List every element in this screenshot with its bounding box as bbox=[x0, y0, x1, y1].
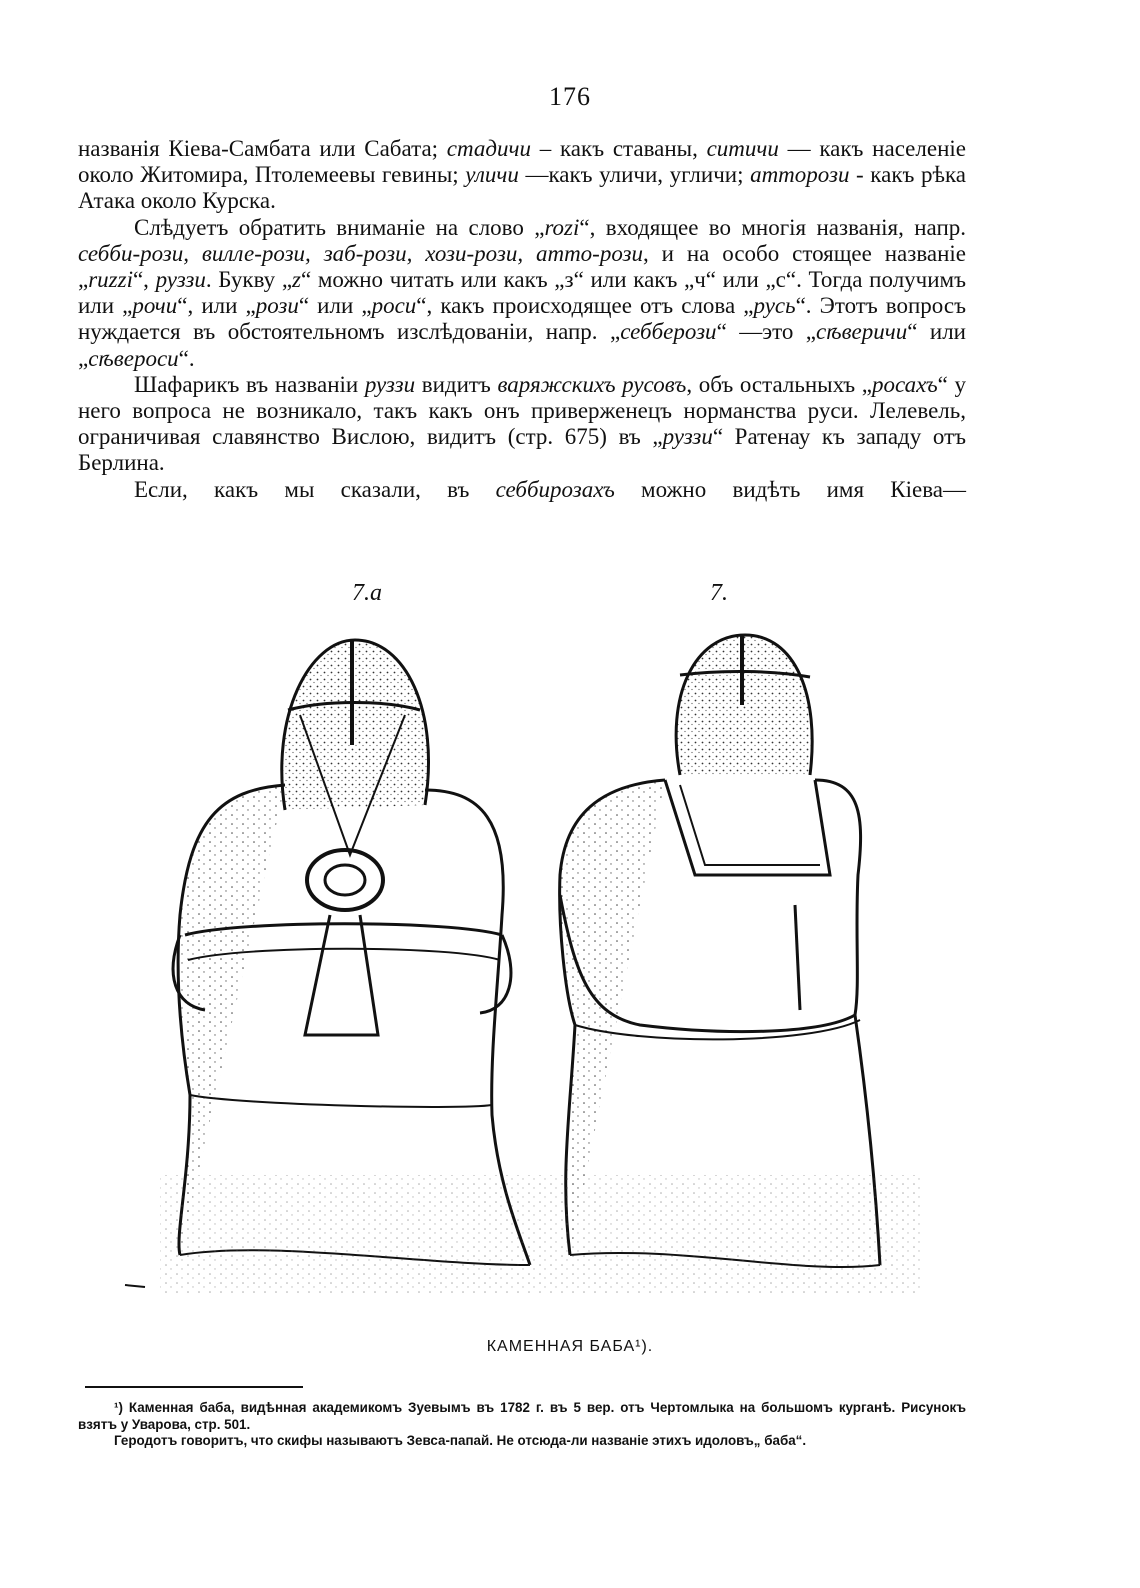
text-run: Шафарикъ въ названіи bbox=[134, 371, 365, 397]
stone-idol-right bbox=[560, 635, 880, 1267]
italic-term: ситичи bbox=[706, 136, 779, 161]
text-run: —какъ уличи, угличи; bbox=[518, 162, 751, 188]
body-text bbox=[78, 136, 966, 503]
italic-term: сѣверичи bbox=[816, 319, 908, 345]
footnote-rule bbox=[85, 1386, 303, 1388]
text-run: - какъ рѣка Атака около Курска. bbox=[78, 162, 967, 214]
figure-caption: КАМЕННАЯ БАБА¹). bbox=[486, 1338, 654, 1355]
footnote-1: ¹) Каменная баба, видѣнная академикомъ Зуевымъ въ 1782 г. въ 5 вер. отъ Чертомлыка на большомъ курганѣ. Рисунокъ взятъ у Уварова, стр. 501. bbox=[78, 1400, 966, 1432]
text-run: названія Кіева-Самбата или Сабата; bbox=[78, 136, 447, 161]
italic-term: рочи bbox=[132, 293, 178, 319]
italic-term: себберози bbox=[620, 319, 717, 345]
ground-shading bbox=[160, 1175, 920, 1295]
text-run: Если, какъ мы сказали, въ bbox=[134, 476, 496, 502]
italic-term: z bbox=[292, 267, 301, 293]
text-run: , и на особо стоящее названіе „ bbox=[78, 240, 966, 293]
text-run: “. Этотъ вопросъ нуждается въ обстоятельномъ изслѣдованіи, напр. „ bbox=[78, 293, 966, 345]
text-run: видитъ bbox=[415, 371, 498, 397]
text-run: “ или „ bbox=[78, 319, 966, 371]
text-run: “, bbox=[132, 267, 156, 293]
text-run: “, или „ bbox=[177, 293, 256, 319]
figure-label-left: 7.a bbox=[352, 580, 382, 606]
text-run: , объ остальныхъ „ bbox=[686, 371, 872, 397]
footnotes bbox=[78, 1400, 966, 1450]
stone-idols-illustration bbox=[120, 615, 1000, 1335]
italic-term: рози bbox=[255, 293, 299, 319]
italic-term: руззи bbox=[364, 371, 416, 397]
text-run: “, входящее во многія названія, напр. bbox=[579, 214, 966, 240]
text-run: . Букву „ bbox=[205, 267, 293, 293]
italic-term: сѣвероси bbox=[88, 345, 179, 371]
text-run: “ или „ bbox=[298, 293, 372, 319]
text-run: – какъ ставаны, bbox=[531, 136, 707, 161]
italic-term: стадичи bbox=[446, 136, 532, 161]
italic-term: русь bbox=[753, 293, 796, 319]
italic-term: росахъ bbox=[871, 371, 938, 397]
italic-term: роси bbox=[371, 293, 417, 319]
italic-term: rozi bbox=[544, 214, 580, 240]
text-run: “, какъ происходящее отъ слова „ bbox=[416, 293, 754, 319]
italic-term: атторози bbox=[750, 162, 850, 188]
italic-term: ruzzi bbox=[88, 267, 133, 293]
figure-label-right: 7. bbox=[710, 580, 728, 606]
italic-term: себби-рози, вилле-рози, заб-рози, хози-рози, атто-рози bbox=[78, 240, 644, 266]
paragraph-2 bbox=[78, 215, 966, 372]
paragraph-4 bbox=[78, 477, 966, 503]
footnote-2: Геродотъ говоритъ, что скифы называютъ Зевса-папай. Не отсюда-ли названіе этихъ идоловъ„ баба“. bbox=[114, 1433, 807, 1448]
italic-term: варяжскихъ русовъ bbox=[497, 371, 687, 397]
text-run: “ —это „ bbox=[716, 319, 817, 345]
text-run: Слѣдуетъ обратить вниманіе на слово „ bbox=[134, 214, 545, 240]
text-run: “ можно читать или какъ „з“ или какъ „ч“ или „с“. Тогда получимъ или „ bbox=[78, 267, 966, 319]
text-run: можно видѣть имя Кіева— bbox=[614, 476, 967, 502]
italic-term: руззи bbox=[155, 267, 206, 293]
italic-term: себбирозахъ bbox=[495, 476, 615, 502]
text-run: — какъ населеніе около Житомира, Птолемеевы гевины; bbox=[78, 136, 966, 188]
paragraph-3 bbox=[78, 372, 966, 477]
text-run: “. bbox=[178, 345, 195, 371]
italic-term: руззи bbox=[662, 424, 713, 450]
page-number: 176 bbox=[549, 82, 591, 111]
paragraph-1 bbox=[78, 136, 966, 215]
text-run: “ у него вопроса не возникало, такъ какъ онъ приверженецъ норманства руси. Лелевель, ограничивая славянство Вислою, видитъ (стр. 675) въ „ bbox=[78, 371, 966, 450]
italic-term: уличи bbox=[465, 162, 519, 188]
text-run: “ Ратенау къ западу отъ Берлина. bbox=[78, 424, 967, 476]
